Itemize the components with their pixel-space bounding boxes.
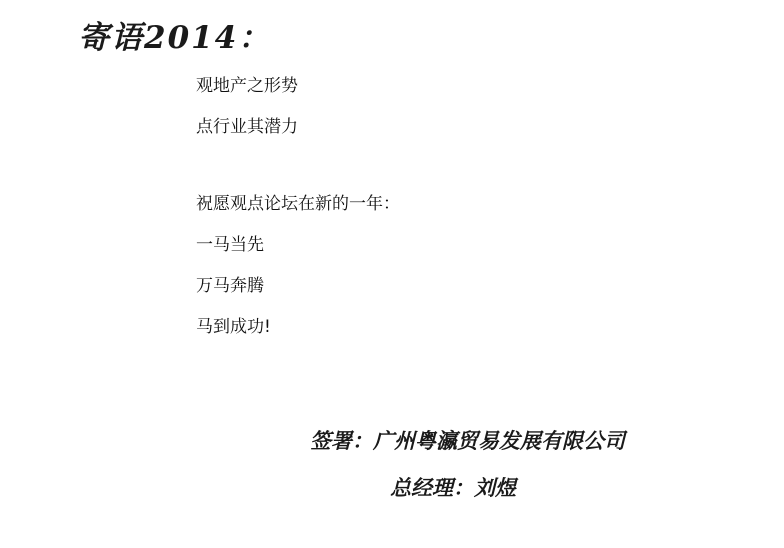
signature-company: 签署：广州粤瀛贸易发展有限公司	[310, 428, 625, 453]
body-line: 马到成功!	[196, 317, 271, 337]
body-line: 点行业其潜力	[196, 117, 298, 137]
body-line: 祝愿观点论坛在新的一年：	[196, 194, 400, 214]
signature-person: 总经理：刘煜	[390, 475, 516, 500]
signature-block	[310, 430, 750, 524]
page-title: 寄语2014：	[78, 20, 272, 56]
body-line: 万马奔腾	[196, 276, 264, 296]
body-line: 一马当先	[196, 235, 264, 255]
document-body	[196, 78, 676, 360]
body-line: 观地产之形势	[196, 76, 298, 96]
